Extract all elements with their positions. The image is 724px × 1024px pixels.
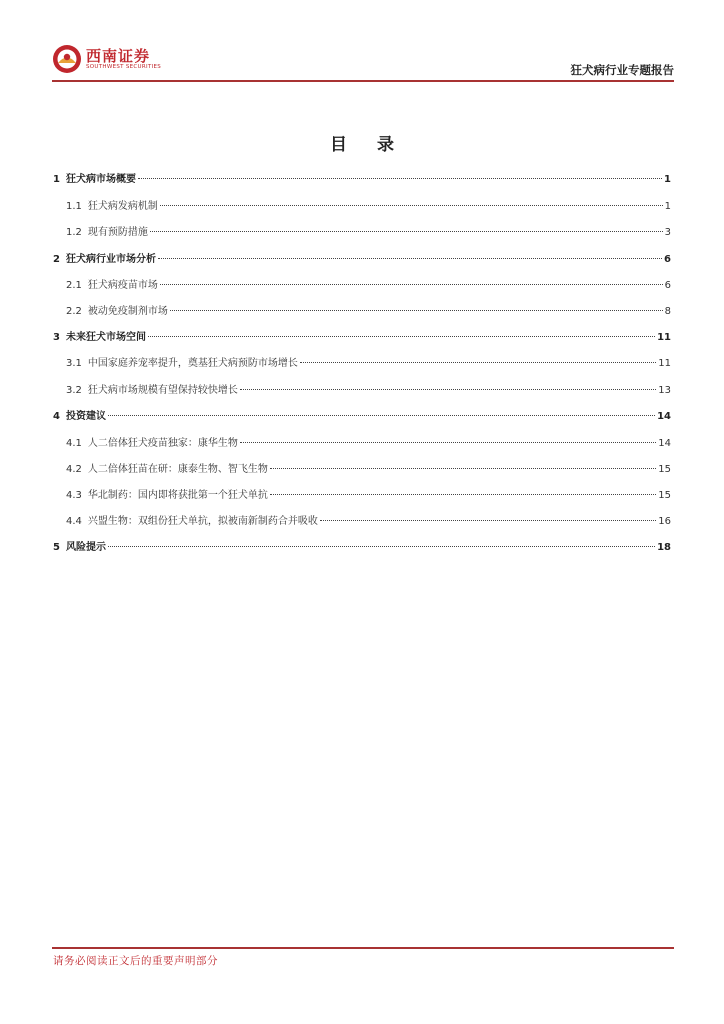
toc-entry-number: 2.2	[66, 306, 82, 317]
toc-dot-leader	[270, 468, 656, 469]
toc-entry-number: 4	[53, 411, 60, 422]
toc-entry-number: 3.1	[66, 358, 82, 369]
toc-entry-page: 14	[658, 438, 671, 449]
header-divider	[52, 80, 674, 82]
toc-entry-page: 15	[658, 490, 671, 501]
toc-entry-number: 1.2	[66, 227, 82, 238]
toc-entry-title: 风险提示	[65, 542, 106, 553]
toc-dot-leader	[148, 336, 655, 337]
toc-entry-page: 15	[658, 464, 671, 475]
toc-entry-number: 1	[53, 174, 60, 185]
toc-dot-leader	[300, 362, 656, 363]
toc-entry[interactable]	[53, 354, 671, 370]
toc-dot-leader	[320, 520, 656, 521]
toc-entry-page: 3	[664, 227, 671, 238]
toc-entry[interactable]	[53, 302, 671, 318]
logo-mark-icon	[52, 44, 82, 74]
toc-entry-page: 6	[664, 254, 671, 265]
toc-entry-page: 11	[657, 332, 671, 343]
toc-entry-title: 狂犬病行业市场分析	[65, 254, 156, 265]
toc-entry[interactable]	[53, 170, 671, 186]
toc-entry-title: 华北制药：国内即将获批第一个狂犬单抗	[87, 490, 268, 501]
toc-entry[interactable]	[53, 538, 671, 554]
toc-entry-number: 3.2	[66, 385, 82, 396]
toc-dot-leader	[240, 389, 656, 390]
toc-dot-leader	[108, 546, 655, 547]
toc-entry-number: 3	[53, 332, 60, 343]
toc-entry-title: 被动免疫制剂市场	[87, 306, 168, 317]
toc-entry-title: 现有预防措施	[87, 227, 148, 238]
toc-dot-leader	[240, 442, 656, 443]
toc-entry[interactable]	[53, 381, 671, 397]
toc-entry[interactable]	[53, 512, 671, 528]
toc-entry-title: 投资建议	[65, 411, 106, 422]
toc-entry[interactable]	[53, 407, 671, 423]
toc-dot-leader	[108, 415, 655, 416]
toc-entry-page: 13	[658, 385, 671, 396]
toc-entry-title: 未来狂犬市场空间	[65, 332, 146, 343]
toc-entry-page: 11	[658, 358, 671, 369]
page-header	[52, 40, 674, 82]
toc-entry-number: 4.3	[66, 490, 82, 501]
toc-entry-number: 4.4	[66, 516, 82, 527]
toc-entry[interactable]	[53, 460, 671, 476]
toc-entry-page: 1	[664, 201, 671, 212]
toc-entry[interactable]	[53, 223, 671, 239]
toc-dot-leader	[170, 310, 663, 311]
toc-entry-title: 人二倍体狂苗在研：康泰生物、智飞生物	[87, 464, 268, 475]
toc-entry-title: 中国家庭养宠率提升，奠基狂犬病预防市场增长	[87, 358, 298, 369]
toc-entry-number: 4.1	[66, 438, 82, 449]
toc-entry[interactable]	[53, 276, 671, 292]
toc-entry-title: 狂犬病发病机制	[87, 201, 158, 212]
toc-entry-page: 14	[657, 411, 671, 422]
report-title: 狂犬病行业专题报告	[570, 63, 674, 77]
toc-entry-title: 兴盟生物：双组份狂犬单抗，拟被南新制药合并吸收	[87, 516, 318, 527]
toc-entry-page: 8	[664, 306, 671, 317]
toc-dot-leader	[158, 258, 662, 259]
toc-entry[interactable]	[53, 197, 671, 213]
toc-entry[interactable]	[53, 328, 671, 344]
toc-entry-title: 人二倍体狂犬疫苗独家：康华生物	[87, 438, 238, 449]
toc-entry-title: 狂犬病疫苗市场	[87, 280, 158, 291]
toc-entry[interactable]	[53, 434, 671, 450]
toc-heading: 目 录	[330, 135, 406, 155]
toc-entry-page: 16	[658, 516, 671, 527]
company-logo	[52, 42, 192, 78]
toc-dot-leader	[138, 178, 662, 179]
toc-entry-page: 6	[664, 280, 671, 291]
toc-entry-number: 1.1	[66, 201, 82, 212]
footer-divider	[52, 947, 674, 949]
toc-dot-leader	[150, 231, 663, 232]
toc-entry[interactable]	[53, 486, 671, 502]
toc-entry-number: 5	[53, 542, 60, 553]
toc-dot-leader	[160, 284, 663, 285]
toc-entry-title: 狂犬病市场规模有望保持较快增长	[87, 385, 238, 396]
logo-chinese-text: 西南证券	[86, 47, 151, 65]
footer-disclaimer: 请务必阅读正文后的重要声明部分	[53, 955, 218, 967]
toc-entry[interactable]	[53, 250, 671, 266]
toc-entry-number: 2	[53, 254, 60, 265]
toc-entry-page: 1	[664, 174, 671, 185]
toc-entry-number: 2.1	[66, 280, 82, 291]
toc-entry-title: 狂犬病市场概要	[65, 174, 136, 185]
toc-dot-leader	[160, 205, 663, 206]
logo-english-text: SOUTHWEST SECURITIES	[86, 64, 162, 70]
toc-entry-number: 4.2	[66, 464, 82, 475]
toc-dot-leader	[270, 494, 656, 495]
toc-entry-page: 18	[657, 542, 671, 553]
